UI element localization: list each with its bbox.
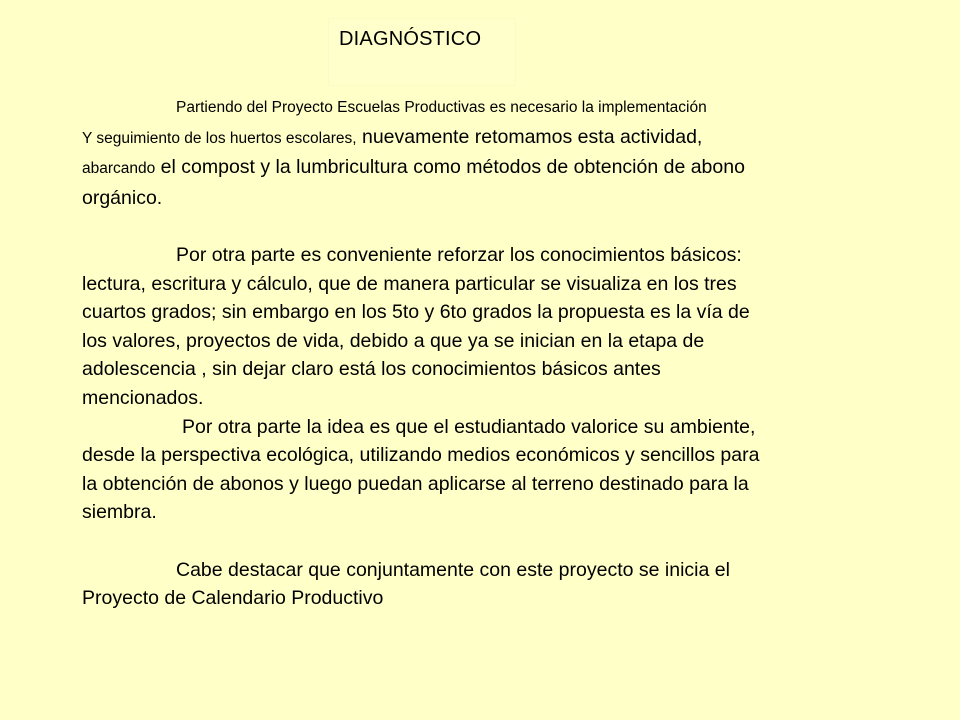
paragraph-1-line-3 bbox=[82, 153, 942, 184]
paragraph-2 bbox=[82, 241, 942, 413]
paragraph-3-line-2: desde la perspectiva ecológica, utilizando medios económicos y sencillos para bbox=[82, 444, 760, 467]
paragraph-gap bbox=[82, 527, 942, 556]
paragraph-2-line-2: lectura, escritura y cálculo, que de manera particular se visualiza en los tres bbox=[82, 272, 737, 295]
paragraph-2-line-5: adolescencia , sin dejar claro está los conocimientos básicos antes bbox=[82, 358, 661, 381]
paragraph-1 bbox=[82, 94, 942, 212]
paragraph-1-line-3-rest: el compost y la lumbricultura como métodos de obtención de abono bbox=[155, 156, 745, 179]
page-title: DIAGNÓSTICO bbox=[339, 28, 482, 50]
paragraph-1-line-4: orgánico. bbox=[82, 186, 163, 209]
paragraph-1-line-2 bbox=[82, 123, 942, 154]
paragraph-2-line-6: mencionados. bbox=[82, 386, 204, 409]
paragraph-1-line-2-small: Y seguimiento de los huertos escolares, bbox=[82, 129, 357, 147]
paragraph-3-line-4: siembra. bbox=[82, 501, 157, 524]
paragraph-4 bbox=[82, 556, 942, 613]
title-box bbox=[328, 18, 516, 86]
document-body bbox=[82, 94, 942, 613]
paragraph-2-line-1: Por otra parte es conveniente reforzar los conocimientos básicos: bbox=[176, 243, 742, 266]
paragraph-3-line-1: Por otra parte la idea es que el estudiantado valorice su ambiente, bbox=[182, 415, 756, 438]
paragraph-3-line-3: la obtención de abonos y luego puedan aplicarse al terreno destinado para la bbox=[82, 472, 749, 495]
paragraph-1-line-1: Partiendo del Proyecto Escuelas Productivas es necesario la implementación bbox=[176, 99, 707, 116]
paragraph-4-line-2: Proyecto de Calendario Productivo bbox=[82, 587, 384, 610]
paragraph-1-line-3-small: abarcando bbox=[82, 160, 156, 178]
paragraph-2-line-3: cuartos grados; sin embargo en los 5to y 6to grados la propuesta es la vía de bbox=[82, 301, 750, 324]
paragraph-1-line-2-rest: nuevamente retomamos esta actividad, bbox=[356, 125, 703, 148]
paragraph-3 bbox=[82, 413, 942, 527]
paragraph-4-line-1: Cabe destacar que conjuntamente con este proyecto se inicia el bbox=[176, 558, 730, 581]
paragraph-gap bbox=[82, 212, 942, 241]
paragraph-2-line-4: los valores, proyectos de vida, debido a que ya se inician en la etapa de bbox=[82, 329, 705, 352]
